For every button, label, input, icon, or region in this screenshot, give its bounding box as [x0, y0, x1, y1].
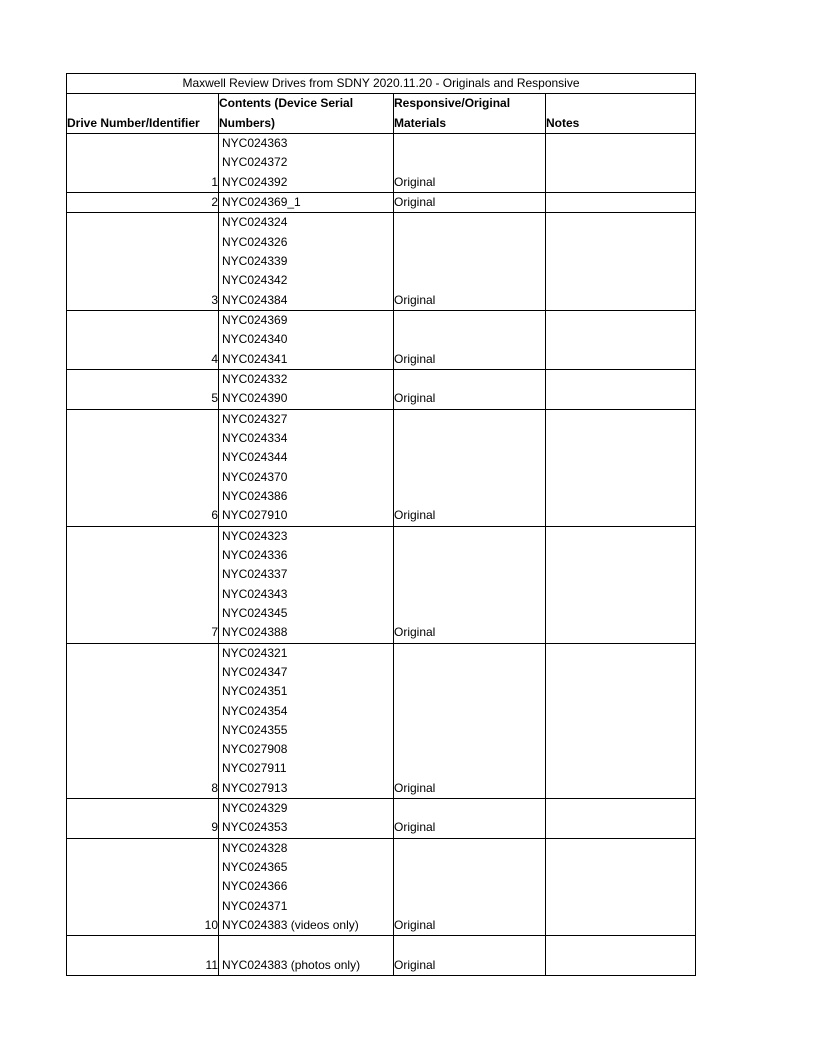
header-row — [67, 94, 696, 134]
responsive-original-cell: Original — [394, 213, 546, 311]
responsive-original-cell: Original — [394, 133, 546, 192]
serial-number-line: NYC024334 — [222, 430, 288, 445]
serial-number-line: NYC024384 — [222, 292, 288, 307]
responsive-original-cell: Original — [394, 643, 546, 799]
serial-number-line: NYC024326 — [222, 234, 288, 249]
serial-number-line: NYC024366 — [222, 879, 288, 894]
table-title: Maxwell Review Drives from SDNY 2020.11.20 - Originals and Responsive — [67, 74, 696, 94]
drive-row — [67, 936, 696, 976]
responsive-original-cell: Original — [394, 369, 546, 409]
column-header-responsive: Responsive/Original Materials — [394, 94, 546, 134]
serial-number-line: NYC024390 — [222, 391, 288, 406]
drive-number-cell: 6 — [67, 409, 219, 526]
serial-number-line: NYC024388 — [222, 625, 288, 640]
serial-number-line: NYC027913 — [222, 780, 288, 795]
serial-number-line: NYC024345 — [222, 605, 288, 620]
contents-cell — [219, 310, 394, 369]
column-header-notes: Notes — [546, 94, 696, 134]
notes-cell — [546, 310, 696, 369]
serial-number-line: NYC024323 — [222, 528, 288, 543]
serial-number-line — [219, 936, 393, 955]
drive-row — [67, 643, 696, 799]
serial-number-line: NYC024339 — [222, 253, 288, 268]
notes-cell — [546, 936, 696, 976]
contents-cell — [219, 643, 394, 799]
serial-number-line: NYC024343 — [222, 586, 288, 601]
serial-number-line: NYC024372 — [222, 155, 288, 170]
serial-number-line: NYC024365 — [222, 860, 288, 875]
contents-cell — [219, 192, 394, 212]
drive-row — [67, 133, 696, 192]
notes-cell — [546, 409, 696, 526]
column-header-drive-number: Drive Number/Identifier — [67, 94, 219, 134]
serial-number-line: NYC024336 — [222, 547, 288, 562]
drive-number-cell: 11 — [67, 936, 219, 976]
responsive-original-cell: Original — [394, 192, 546, 212]
serial-number-line: NYC024327 — [222, 411, 288, 426]
contents-cell — [219, 369, 394, 409]
serial-number-line: NYC024332 — [222, 371, 288, 386]
serial-number-line: NYC024329 — [222, 801, 288, 816]
responsive-original-cell: Original — [394, 409, 546, 526]
drive-row — [67, 838, 696, 936]
drive-row — [67, 213, 696, 311]
notes-cell — [546, 526, 696, 643]
contents-cell — [219, 526, 394, 643]
notes-cell — [546, 133, 696, 192]
responsive-original-cell: Original — [394, 526, 546, 643]
drives-table — [66, 73, 696, 976]
notes-cell — [546, 213, 696, 311]
drive-number-cell: 10 — [67, 838, 219, 936]
notes-cell — [546, 838, 696, 936]
serial-number-line: NYC024383 (videos only) — [222, 918, 359, 933]
contents-cell — [219, 799, 394, 839]
serial-number-line: NYC024371 — [222, 898, 288, 913]
serial-number-line: NYC024340 — [222, 332, 288, 347]
drive-row — [67, 369, 696, 409]
column-header-contents: Contents (Device Serial Numbers) — [219, 94, 394, 134]
contents-cell — [219, 213, 394, 311]
drive-row — [67, 192, 696, 212]
drive-number-cell: 8 — [67, 643, 219, 799]
drive-number-cell: 2 — [67, 192, 219, 212]
document-page — [66, 73, 696, 976]
title-row — [67, 74, 696, 94]
serial-number-line: NYC024342 — [222, 273, 288, 288]
table-body — [67, 133, 696, 975]
serial-number-line: NYC024324 — [222, 215, 288, 230]
drive-number-cell: 1 — [67, 133, 219, 192]
serial-number-line: NYC024321 — [222, 645, 288, 660]
contents-cell — [219, 409, 394, 526]
notes-cell — [546, 643, 696, 799]
drive-row — [67, 310, 696, 369]
responsive-original-cell: Original — [394, 936, 546, 976]
drive-number-cell: 4 — [67, 310, 219, 369]
serial-number-line: NYC024383 (photos only) — [222, 957, 361, 972]
serial-number-line: NYC024344 — [222, 450, 288, 465]
drive-number-cell: 7 — [67, 526, 219, 643]
serial-number-line: NYC024386 — [222, 488, 288, 503]
serial-number-line: NYC024355 — [222, 722, 288, 737]
drive-row — [67, 526, 696, 643]
responsive-original-cell: Original — [394, 310, 546, 369]
drive-row — [67, 799, 696, 839]
serial-number-line: NYC024392 — [222, 174, 288, 189]
notes-cell — [546, 192, 696, 212]
serial-number-line: NYC024347 — [222, 664, 288, 679]
serial-number-line: NYC024337 — [222, 567, 288, 582]
serial-number-line: NYC024363 — [222, 135, 288, 150]
serial-number-line: NYC024370 — [222, 469, 288, 484]
drive-row — [67, 409, 696, 526]
contents-cell — [219, 133, 394, 192]
drive-number-cell: 9 — [67, 799, 219, 839]
notes-cell — [546, 369, 696, 409]
contents-cell — [219, 838, 394, 936]
serial-number-line: NYC024353 — [222, 820, 288, 835]
serial-number-line: NYC027908 — [222, 742, 288, 757]
drive-number-cell: 3 — [67, 213, 219, 311]
responsive-original-cell: Original — [394, 838, 546, 936]
contents-cell — [219, 936, 394, 976]
serial-number-line: NYC024351 — [222, 684, 288, 699]
serial-number-line: NYC024341 — [222, 351, 288, 366]
serial-number-line: NYC024328 — [222, 840, 288, 855]
serial-number-line: NYC024354 — [222, 703, 288, 718]
serial-number-line: NYC027911 — [222, 761, 287, 776]
responsive-original-cell: Original — [394, 799, 546, 839]
serial-number-line: NYC024369_1 — [222, 194, 301, 209]
serial-number-line: NYC027910 — [222, 508, 288, 523]
drive-number-cell: 5 — [67, 369, 219, 409]
notes-cell — [546, 799, 696, 839]
serial-number-line: NYC024369 — [222, 312, 288, 327]
